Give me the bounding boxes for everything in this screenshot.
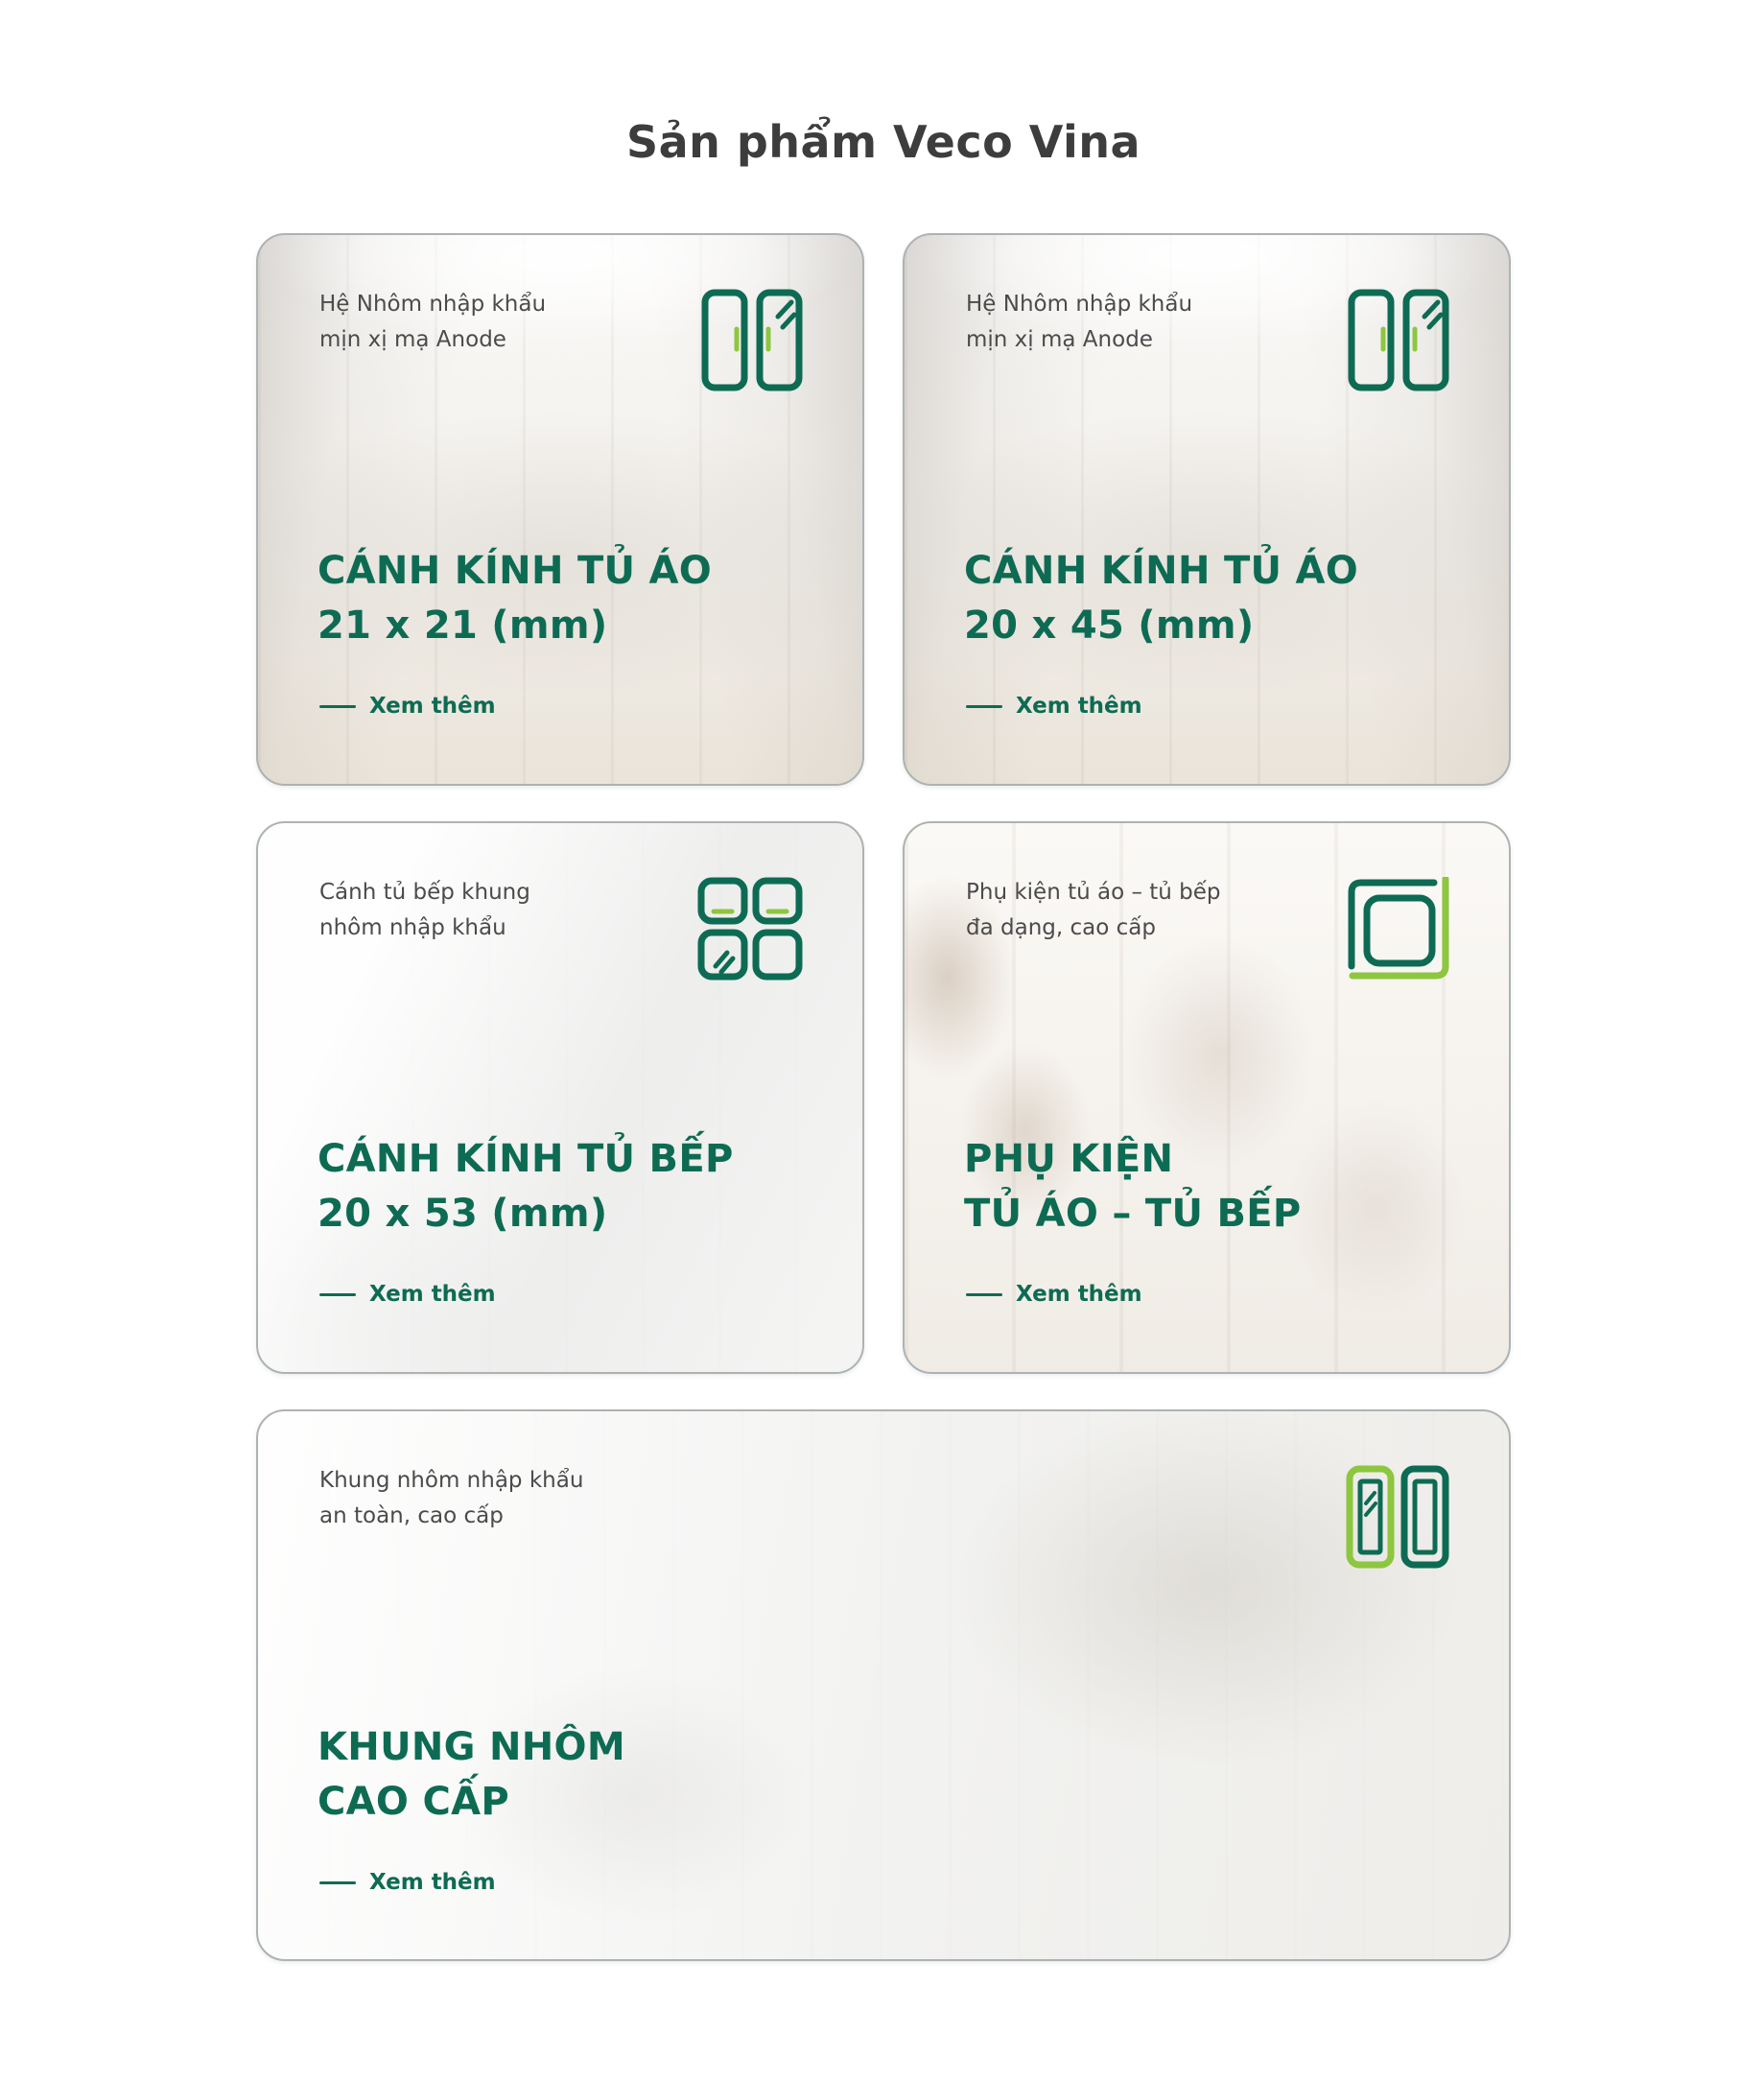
- card-subtitle-line: Phụ kiện tủ áo – tủ bếp: [966, 880, 1221, 905]
- card-subtitle: [319, 287, 546, 358]
- xem-them-label: Xem thêm: [1016, 694, 1142, 719]
- card-subtitle-line: nhôm nhập khẩu: [319, 915, 506, 940]
- card-subtitle-line: Cánh tủ bếp khung: [319, 880, 530, 905]
- card-subtitle-line: an toàn, cao cấp: [319, 1503, 504, 1528]
- xem-them-link[interactable]: [319, 1282, 496, 1307]
- card-title: KHUNG NHÔM CAO CẤP: [318, 1725, 625, 1824]
- dash-icon: [966, 1293, 1002, 1296]
- products-grid: [256, 233, 1511, 1961]
- products-section: [256, 0, 1511, 1961]
- xem-them-link[interactable]: [966, 1282, 1142, 1307]
- card-subtitle-line: mịn xị mạ Anode: [319, 327, 506, 352]
- xem-them-label: Xem thêm: [1016, 1282, 1142, 1307]
- wardrobe-glass-doors-icon: [1348, 289, 1449, 391]
- kitchen-cabinet-grid-icon: [697, 877, 803, 981]
- xem-them-link[interactable]: [319, 694, 496, 719]
- xem-them-link[interactable]: [966, 694, 1142, 719]
- card-subtitle-line: Khung nhôm nhập khẩu: [319, 1468, 584, 1493]
- card-subtitle-line: Hệ Nhôm nhập khẩu: [966, 292, 1193, 317]
- wardrobe-glass-doors-icon: [701, 289, 803, 391]
- xem-them-label: Xem thêm: [369, 1282, 496, 1307]
- xem-them-label: Xem thêm: [369, 694, 496, 719]
- card-title: PHỤ KIỆN TỦ ÁO – TỦ BẾP: [964, 1137, 1302, 1236]
- product-card-canh-kinh-tu-bep-20x53[interactable]: [256, 821, 864, 1374]
- product-card-khung-nhom-cao-cap[interactable]: [256, 1409, 1511, 1961]
- card-subtitle: [319, 875, 530, 946]
- card-title: CÁNH KÍNH TỦ BẾP 20 x 53 (mm): [318, 1137, 734, 1236]
- card-subtitle: [966, 875, 1221, 946]
- dash-icon: [319, 1881, 356, 1884]
- card-title: CÁNH KÍNH TỦ ÁO 21 x 21 (mm): [318, 549, 713, 648]
- card-title: CÁNH KÍNH TỦ ÁO 20 x 45 (mm): [964, 549, 1359, 648]
- accessories-frame-icon: [1348, 877, 1449, 982]
- xem-them-label: Xem thêm: [369, 1870, 496, 1895]
- card-subtitle-line: mịn xị mạ Anode: [966, 327, 1153, 352]
- product-card-canh-kinh-tu-ao-20x45[interactable]: [903, 233, 1511, 786]
- card-subtitle-line: đa dạng, cao cấp: [966, 915, 1156, 940]
- xem-them-link[interactable]: [319, 1870, 496, 1895]
- card-subtitle: [319, 1463, 583, 1534]
- product-card-canh-kinh-tu-ao-21x21[interactable]: [256, 233, 864, 786]
- page-title: Sản phẩm Veco Vina: [625, 116, 1141, 168]
- card-subtitle-line: Hệ Nhôm nhập khẩu: [319, 292, 547, 317]
- product-card-phu-kien-tu-ao-tu-bep[interactable]: [903, 821, 1511, 1374]
- aluminum-frame-doors-icon: [1346, 1465, 1449, 1569]
- dash-icon: [319, 1293, 356, 1296]
- card-subtitle: [966, 287, 1192, 358]
- dash-icon: [966, 705, 1002, 708]
- dash-icon: [319, 705, 356, 708]
